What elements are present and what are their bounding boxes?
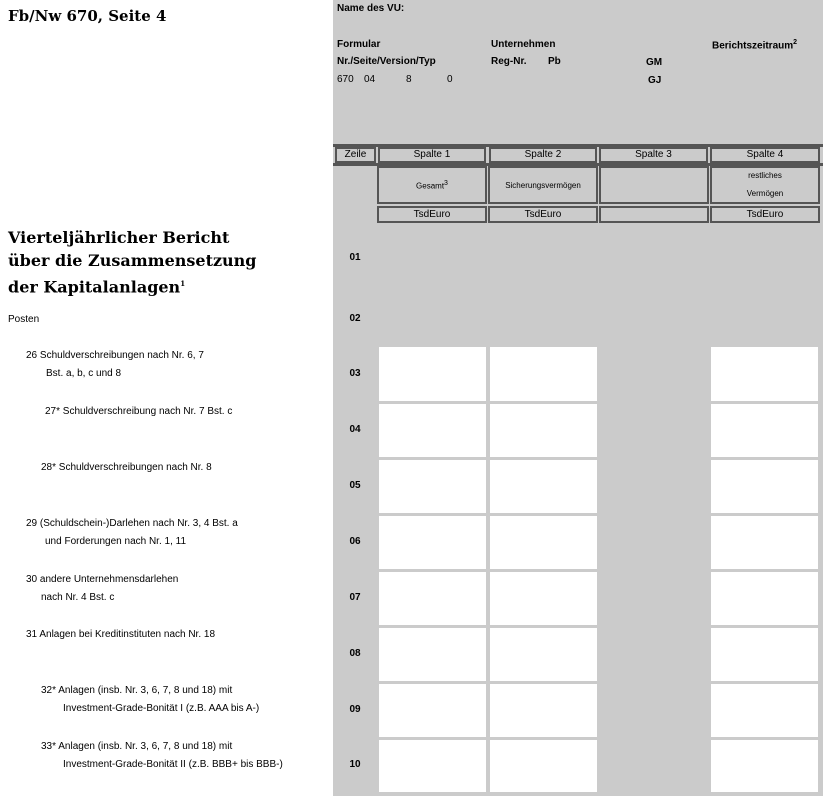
input-cell-07-spalte2[interactable] [490, 572, 597, 625]
berichtszeitraum-label: Berichtszeitraum$^2$ [712, 39, 798, 52]
spalte3-subheader [599, 166, 709, 204]
gesamt-footnote: 3 [444, 179, 448, 187]
input-cell-09-spalte2[interactable] [490, 684, 597, 737]
row-number-01: 01 [349, 252, 361, 263]
row-label-10: 33* Anlagen (insb. Nr. 3, 6, 7, 8 und 18) mit Investment-Grade-Bonität II (z.B. BBB+ bis BBB-) [41, 741, 283, 770]
row-label-08: 31 Anlagen bei Kreditinstituten nach Nr. 18 [26, 629, 216, 640]
input-cell-06-spalte1[interactable] [379, 516, 486, 569]
input-cell-04-spalte4[interactable] [711, 404, 818, 457]
row-number-05: 05 [349, 480, 361, 491]
gj-label: GJ [648, 75, 662, 86]
nr-value-type: 0 [447, 74, 453, 85]
nr-value-version: 8 [406, 74, 412, 85]
input-cell-08-spalte2[interactable] [490, 628, 597, 681]
unit-spalte1: TsdEuro [377, 206, 487, 223]
form-title: Fb/Nw 670, Seite 4 [8, 7, 167, 25]
row-number-09: 09 [349, 704, 361, 715]
unit-spalte3 [599, 206, 709, 223]
input-cell-03-spalte2[interactable] [490, 347, 597, 401]
input-cell-03-spalte4[interactable] [711, 347, 818, 401]
row-number-03: 03 [349, 368, 361, 379]
berichtszeitraum-footnote: 2 [793, 39, 798, 46]
row-number-04: 04 [349, 424, 361, 435]
row-number-07: 07 [349, 592, 361, 603]
input-cell-08-spalte1[interactable] [379, 628, 486, 681]
row-number-10: 10 [349, 759, 361, 770]
input-cell-06-spalte4[interactable] [711, 516, 818, 569]
input-cell-07-spalte4[interactable] [711, 572, 818, 625]
row-number-06: 06 [349, 536, 361, 547]
input-cell-10-spalte1[interactable] [379, 740, 486, 792]
report-title: Vierteljährlicher Bericht über die Zusammensetzung der Kapitalanlagen$^1$ [8, 228, 257, 297]
gm-label: GM [646, 57, 663, 68]
unit-spalte4: TsdEuro [710, 206, 820, 223]
sicherungsvermoegen-header: Sicherungsvermögen [488, 166, 598, 204]
input-cell-04-spalte2[interactable] [490, 404, 597, 457]
unternehmen-label: Unternehmen [491, 39, 556, 50]
input-cell-05-spalte2[interactable] [490, 460, 597, 513]
restliches-vermoegen-header: restliches Vermögen [710, 166, 820, 204]
row-label-03: 26 Schuldverschreibungen nach Nr. 6, 7 Bst. a, b, c und 8 [26, 350, 204, 379]
unit-spalte2: TsdEuro [488, 206, 598, 223]
input-cell-03-spalte1[interactable] [379, 347, 486, 401]
input-cell-09-spalte1[interactable] [379, 684, 486, 737]
row-label-06: 29 (Schuldschein-)Darlehen nach Nr. 3, 4 Bst. a und Forderungen nach Nr. 1, 11 [26, 518, 238, 547]
spalte1-header: Spalte 1 [378, 147, 486, 163]
nr-label: Nr./Seite/Version/Typ [337, 56, 436, 67]
row-label-09: 32* Anlagen (insb. Nr. 3, 6, 7, 8 und 18) mit Investment-Grade-Bonität I (z.B. AAA bis A-) [41, 685, 260, 714]
spalte4-header: Spalte 4 [710, 147, 820, 163]
input-cell-05-spalte4[interactable] [711, 460, 818, 513]
row-number-08: 08 [349, 648, 361, 659]
formular-label: Formular [337, 39, 381, 50]
pb-label: Pb [548, 56, 561, 67]
nr-value-page: 04 [364, 74, 376, 85]
row-label-07: 30 andere Unternehmensdarlehen nach Nr. 4 Bst. c [26, 574, 179, 603]
input-cell-10-spalte4[interactable] [711, 740, 818, 792]
nr-value-form: 670 [337, 74, 354, 85]
input-cell-04-spalte1[interactable] [379, 404, 486, 457]
spalte3-header: Spalte 3 [599, 147, 708, 163]
input-cell-08-spalte4[interactable] [711, 628, 818, 681]
zeile-header: Zeile [335, 147, 376, 163]
title-footnote: 1 [180, 279, 186, 288]
row-label-05: 28* Schuldverschreibungen nach Nr. 8 [41, 462, 212, 473]
regnr-label: Reg-Nr. [491, 56, 527, 67]
name-des-vu-label: Name des VU: [337, 3, 405, 14]
input-cell-09-spalte4[interactable] [711, 684, 818, 737]
input-cell-10-spalte2[interactable] [490, 740, 597, 792]
input-cell-07-spalte1[interactable] [379, 572, 486, 625]
spalte2-header: Spalte 2 [489, 147, 597, 163]
gesamt-header: Gesamt$^3$ [377, 166, 487, 204]
posten-label: Posten [8, 314, 40, 325]
row-label-04: 27* Schuldverschreibung nach Nr. 7 Bst. c [45, 406, 233, 417]
input-cell-05-spalte1[interactable] [379, 460, 486, 513]
row-number-02: 02 [349, 313, 361, 324]
input-cell-06-spalte2[interactable] [490, 516, 597, 569]
